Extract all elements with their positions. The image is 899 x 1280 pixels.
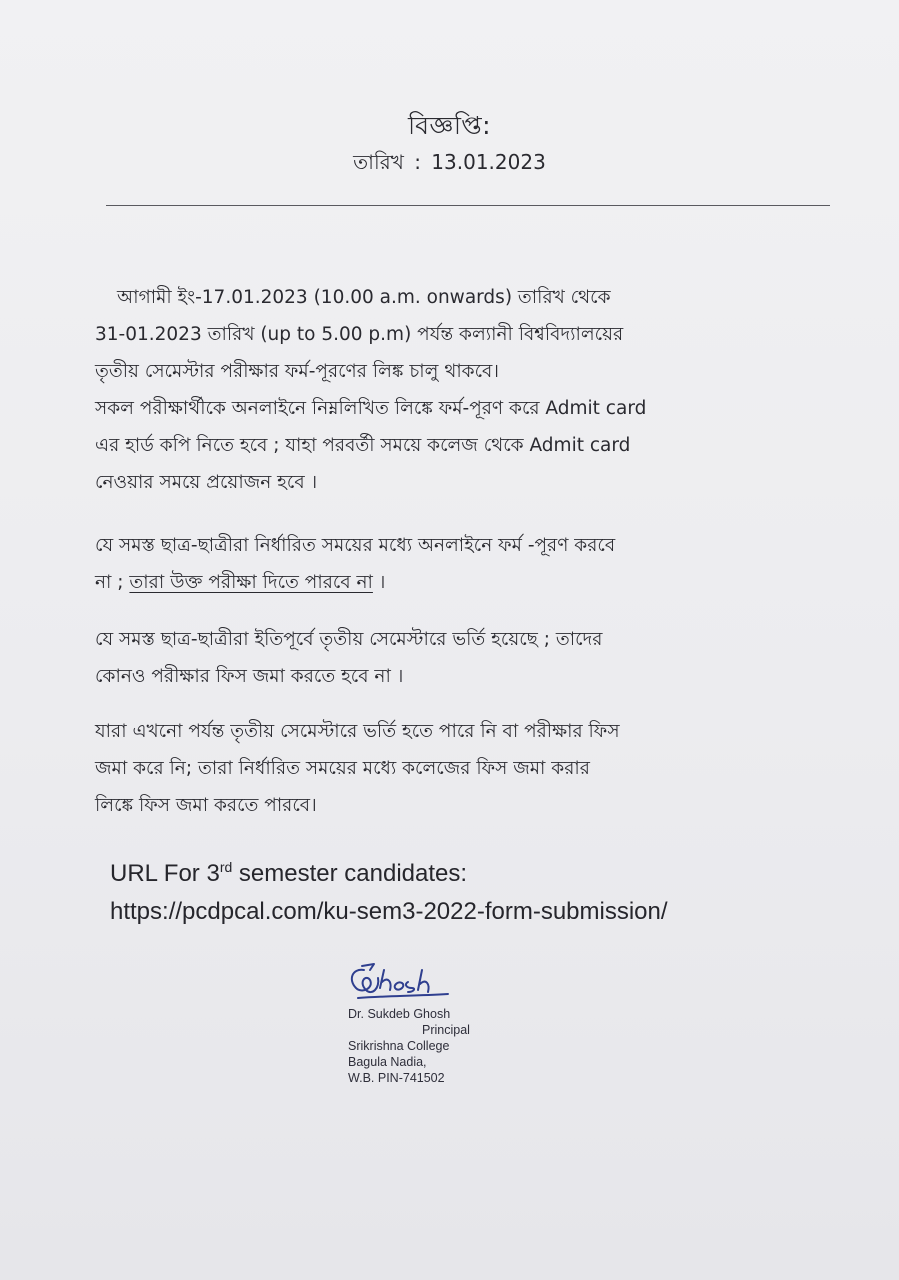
url-section <box>110 855 870 931</box>
college-pin: W.B. PIN-741502 <box>348 1071 445 1085</box>
signatory-block <box>348 1006 548 1086</box>
paragraph-text: । <box>372 572 386 593</box>
principal-signature <box>344 958 464 1006</box>
notice-heading: বিজ্ঞপ্তি: <box>407 111 492 140</box>
url-label <box>110 855 870 893</box>
paragraph-line: জমা করে নি; তারা নির্ধারিত সময়ের মধ্যে কলেজের ফিস জমা করার <box>95 758 590 779</box>
url-label-ordinal: rd <box>219 859 233 875</box>
paragraph-line: লিঙ্কে ফিস জমা করতে পারবে। <box>95 795 317 816</box>
paragraph-line: যারা এখনো পর্যন্ত তৃতীয় সেমেস্টারে ভর্তি হতে পারে নি বা পরীক্ষার ফিস <box>95 721 620 742</box>
paragraph-line: কোনও পরীক্ষার ফিস জমা করতে হবে না । <box>95 666 404 687</box>
college-address: Bagula Nadia, <box>348 1055 427 1069</box>
paragraph-late-warning <box>95 527 840 601</box>
paragraph-line: যে সমস্ত ছাত্র-ছাত্রীরা নির্ধারিত সময়ের মধ্যে অনলাইনে ফর্ম -পূরণ করবে <box>95 535 616 556</box>
paragraph-line: এর হার্ড কপি নিতে হবে ; যাহা পরবর্তী সময়ে কলেজ থেকে Admit card <box>95 435 631 456</box>
college-name: Srikrishna College <box>348 1039 450 1053</box>
paragraph-line <box>95 564 840 601</box>
paragraph-line: যে সমস্ত ছাত্র-ছাত্রীরা ইতিপূর্বে তৃতীয় সেমেস্টারে ভর্তি হয়েছে ; তাদের <box>95 629 603 650</box>
header-divider <box>106 205 830 206</box>
form-submission-url: https://pcdpcal.com/ku-sem3-2022-form-submission/ <box>110 898 668 925</box>
paragraph-fee-payment <box>95 713 840 824</box>
underlined-warning: তারা উক্ত পরীক্ষা দিতে পারবে না <box>129 572 373 593</box>
paragraph-line: নেওয়ার সময়ে প্রয়োজন হবে । <box>95 472 318 493</box>
notice-date: তারিখ : 13.01.2023 <box>353 150 546 174</box>
paragraph-line: তৃতীয় সেমেস্টার পরীক্ষার ফর্ম-পূরণের লিঙ্ক চালু থাকবে। <box>95 361 499 382</box>
url-label-prefix: URL For 3 <box>110 860 220 887</box>
paragraph-line: সকল পরীক্ষার্থীকে অনলাইনে নিম্নলিখিত লিঙ্কে ফর্ম-পূরণ করে Admit card <box>95 398 647 419</box>
paragraph-form-schedule <box>95 279 840 501</box>
paragraph-admitted-students <box>95 621 840 695</box>
signatory-designation: Principal <box>422 1023 470 1037</box>
signatory-name: Dr. Sukdeb Ghosh <box>348 1007 451 1021</box>
paragraph-text: না ; <box>95 572 130 593</box>
url-label-suffix: semester candidates: <box>232 860 468 887</box>
paragraph-line: 31-01.2023 তারিখ (up to 5.00 p.m) পর্যন্ত কল্যানী বিশ্ববিদ্যালয়ের <box>95 324 624 345</box>
paragraph-line: আগামী ইং-17.01.2023 (10.00 a.m. onwards) তারিখ থেকে <box>117 287 611 308</box>
